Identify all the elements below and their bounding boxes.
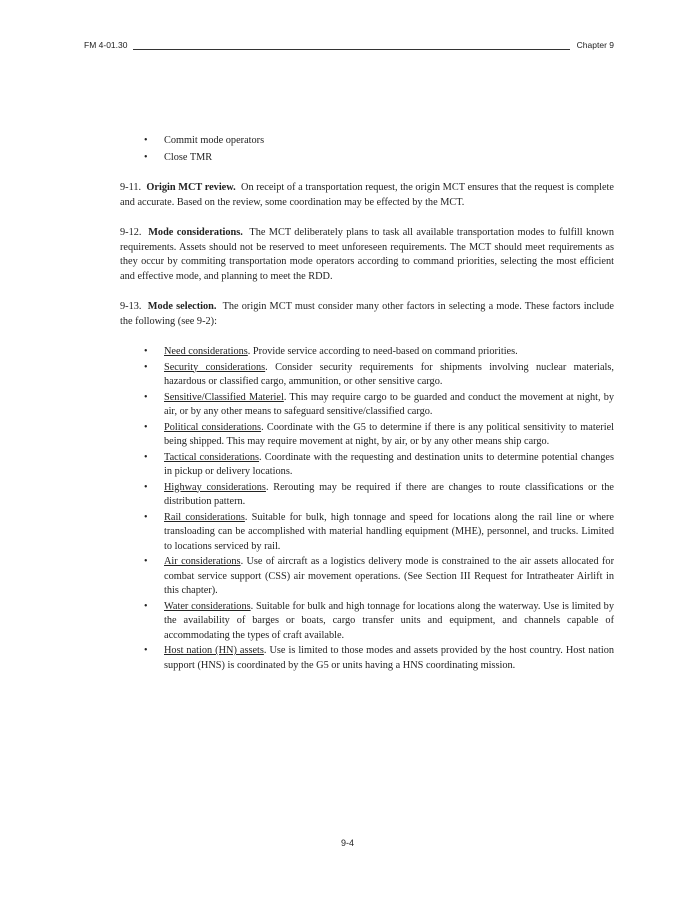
page-header — [84, 40, 614, 52]
list-item: • Highway considerations. Rerouting may be required if there are changes to route classifications or the distribution pattern. — [144, 481, 614, 507]
paragraph-heading: Mode selection. — [147, 301, 217, 312]
considerations-list — [144, 345, 615, 673]
bullet-icon: • — [144, 645, 148, 656]
chapter-label: Chapter 9 — [576, 40, 614, 50]
list-item: • Security considerations. Consider security requirements for shipments involving nuclear materials, hazardous or classified cargo, ammunition, or other sensitive cargo. — [144, 361, 614, 387]
page-number: 9-4 — [340, 838, 354, 848]
header-rule — [133, 49, 570, 50]
bullet-icon: • — [144, 135, 148, 146]
list-item: • Close TMR — [164, 151, 614, 166]
list-item: • Rail considerations. Suitable for bulk, high tonnage and speed for locations along the rail line or where transloading can be accomplished with material handling equipment (MHE), personnel, and trucks. Limited to locations serviced by rail. — [144, 511, 614, 552]
bullet-icon: • — [144, 421, 148, 433]
list-item: • Tactical considerations. Coordinate with the requesting and destination units to determine potential changes in pickup or delivery locations. — [144, 451, 614, 477]
paragraph-9-13: 9-13. Mode selection. The origin MCT must consider many other factors in selecting a mode. These factors include the following (see 9-2): — [120, 301, 614, 327]
list-item: • Need considerations. Provide service according to need-based on command priorities. — [164, 345, 614, 360]
bullet-icon: • — [144, 361, 148, 373]
bullet-icon: • — [144, 600, 148, 612]
paragraph-heading: Mode considerations. — [148, 227, 243, 238]
bullet-icon: • — [144, 451, 148, 463]
list-item: • Commit mode operators — [164, 134, 614, 149]
list-item: • Sensitive/Classified Materiel. This may require cargo to be guarded and conduct the movement at night, by air, or by any other means to safeguard sensitive/classified cargo. — [144, 391, 614, 417]
list-item: • Water considerations. Suitable for bulk and high tonnage for locations along the waterway. Use is limited by the availability of barges or boats, cargo transfer units and equipment, and channels capable of accommodating the types of craft available. — [144, 600, 614, 641]
bullet-icon: • — [144, 151, 148, 163]
bullet-icon: • — [144, 391, 148, 403]
bullet-icon: • — [144, 511, 148, 523]
list-item: • Host nation (HN) assets. Use is limited to those modes and assets provided by the host country. Host nation support (HNS) is coordinated by the G5 or units having a HNS coordinating mission. — [144, 645, 615, 671]
paragraph-heading: Origin MCT review. — [146, 182, 236, 193]
paragraph-9-12: 9-12. Mode considerations. The MCT deliberately plans to task all available transportation modes to fulfill known requirements. Assets should not be reserved to meet unforeseen requirements. The MCT should meet requirements as they occur by commiting transportation mode operators according to command priorities, selecting the most efficient and effective mode, and planning to meet the RDD. — [120, 227, 614, 282]
bullet-icon: • — [144, 481, 148, 493]
task-list — [144, 134, 614, 165]
bullet-icon: • — [144, 346, 148, 357]
page-body — [120, 134, 614, 674]
list-item: • Air considerations. Use of aircraft as a logistics delivery mode is constrained to the air assets allocated for combat service support (CSS) air movement operations. (See Section III Request for Intratheater Airlift in this chapter). — [144, 556, 614, 596]
list-item: • Political considerations. Coordinate with the G5 to determine if there is any political sensitivity to materiel being shipped. This may require movement at night, by air, or by any other means ship cargo. — [144, 421, 615, 447]
bullet-icon: • — [144, 556, 148, 567]
paragraph-9-11: 9-11. Origin MCT review. On receipt of a transportation request, the origin MCT ensures that the request is complete and accurate. Based on the review, some coordination may be effected by the MCT. — [120, 182, 614, 208]
manual-number: FM 4-01.30 — [84, 40, 128, 50]
